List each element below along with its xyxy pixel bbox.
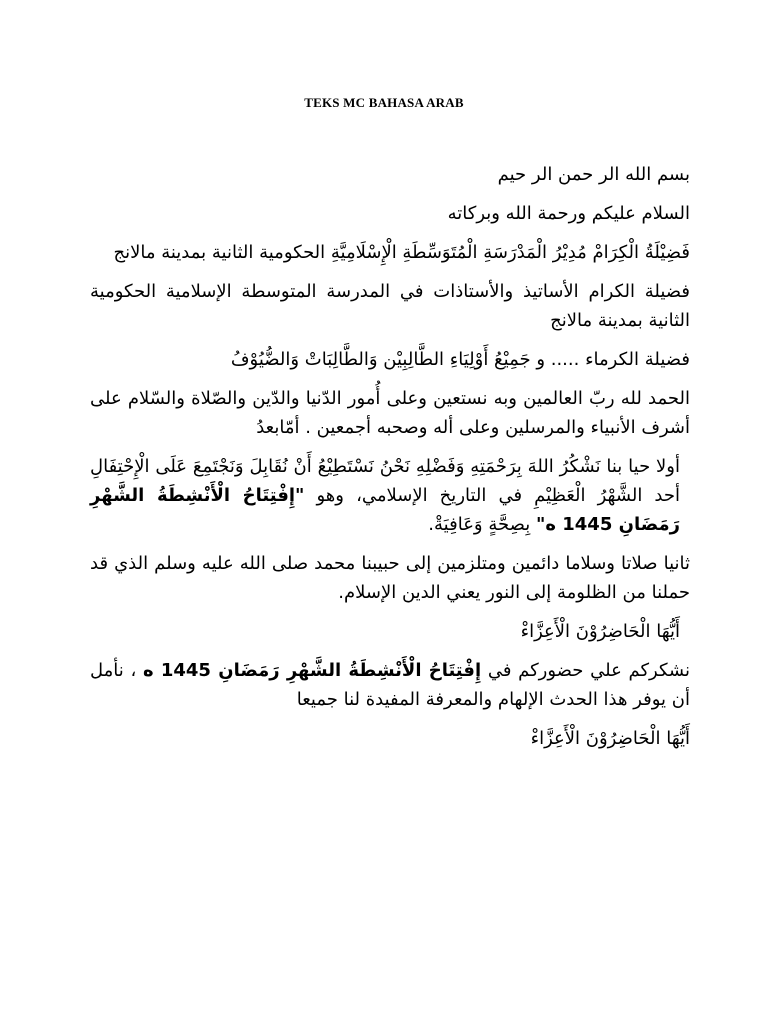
- guests-address-paragraph: فضيلة الكرماء ..... و جَمِيْعُ أَوْلِيَاءِ الطَّالِبِيْن وَالطَّالِبَاتْ وَالضُّيُوْفُ: [230, 349, 690, 370]
- greeting-paragraph: السلام عليكم ورحمة الله وبركاته: [447, 203, 690, 224]
- gratitude-text-end: بِصِحَّةٍ وَعَافِيَةْ.: [428, 514, 536, 535]
- basmala-paragraph: بسم الله الر حمن الر حيم: [497, 164, 690, 185]
- event-name-bold: "إِفْتِتَاحُ الْأَنْشِطَةُ الشَّهْرِ رَمَضَانِ 1445 ه": [90, 485, 680, 535]
- document-body: [90, 160, 690, 763]
- document-title: TEKS MC BAHASA ARAB: [304, 95, 464, 110]
- thanks-text-start: نشكركم علي حضوركم في: [481, 660, 690, 681]
- teachers-address-paragraph: فضيلة الكرام الأساتيذ والأستاذات في المدرسة المتوسطة الإسلامية الحكومية الثانية بمدينة مالانج: [90, 281, 690, 331]
- thanks-text-end: ، نأمل أن يوفر هذا الحدث الإلهام والمعرفة المفيدة لنا جميعا: [90, 660, 690, 710]
- audience-address-paragraph-1: أَيُّهَا الْحَاضِرُوْنَ الْأَعِزَّاءْ: [520, 621, 680, 642]
- event-name-bold-2: إِفْتِتَاحُ الْأَنْشِطَةُ الشَّهْرِ رَمَضَانِ 1445 ه: [142, 660, 482, 681]
- audience-address-paragraph-2: أَيُّهَا الْحَاضِرُوْنَ الْأَعِزَّاءْ: [530, 728, 690, 749]
- praise-paragraph: الحمد لله ربّ العالمين وبه نستعين وعلى أُمور الدّنيا والدّين والصّلاة والسّلام على أشرف الأنبياء والمرسلين وعلى أله وصحبه أجمعين . أمّابعدُ: [90, 388, 690, 438]
- thanks-paragraph: [90, 656, 690, 714]
- salawat-paragraph: ثانيا صلاتا وسلاما دائمين ومتلزمين إلى حبيبنا محمد صلى الله عليه وسلم الذي قد حملنا من الظلومة إلى النور يعني الدين الإسلام.: [90, 553, 690, 603]
- gratitude-paragraph: [90, 452, 690, 539]
- principal-address-paragraph: فَضِيْلَةُ الْكِرَامْ مُدِيْرُ الْمَدْرَسَةِ الْمُتَوَسِّطَةِ الْإِسْلَامِيَّةِ الحكومية الثانية بمدينة مالانج: [113, 242, 690, 263]
- gratitude-text-start: أولا حيا بنا نَشْكُرُ اللهَ بِرَحْمَتِهِ وَفَضْلِهِ نَحْنُ نَسْتَطِيْعُ أَنْ نُقَابِلَ وَنَجْتَمِعَ عَلَى الْإِحْتِفَالِ أحد الشَّهْرُ الْعَظِيْمِ في التاريخ الإسلامي، وهو: [90, 456, 681, 506]
